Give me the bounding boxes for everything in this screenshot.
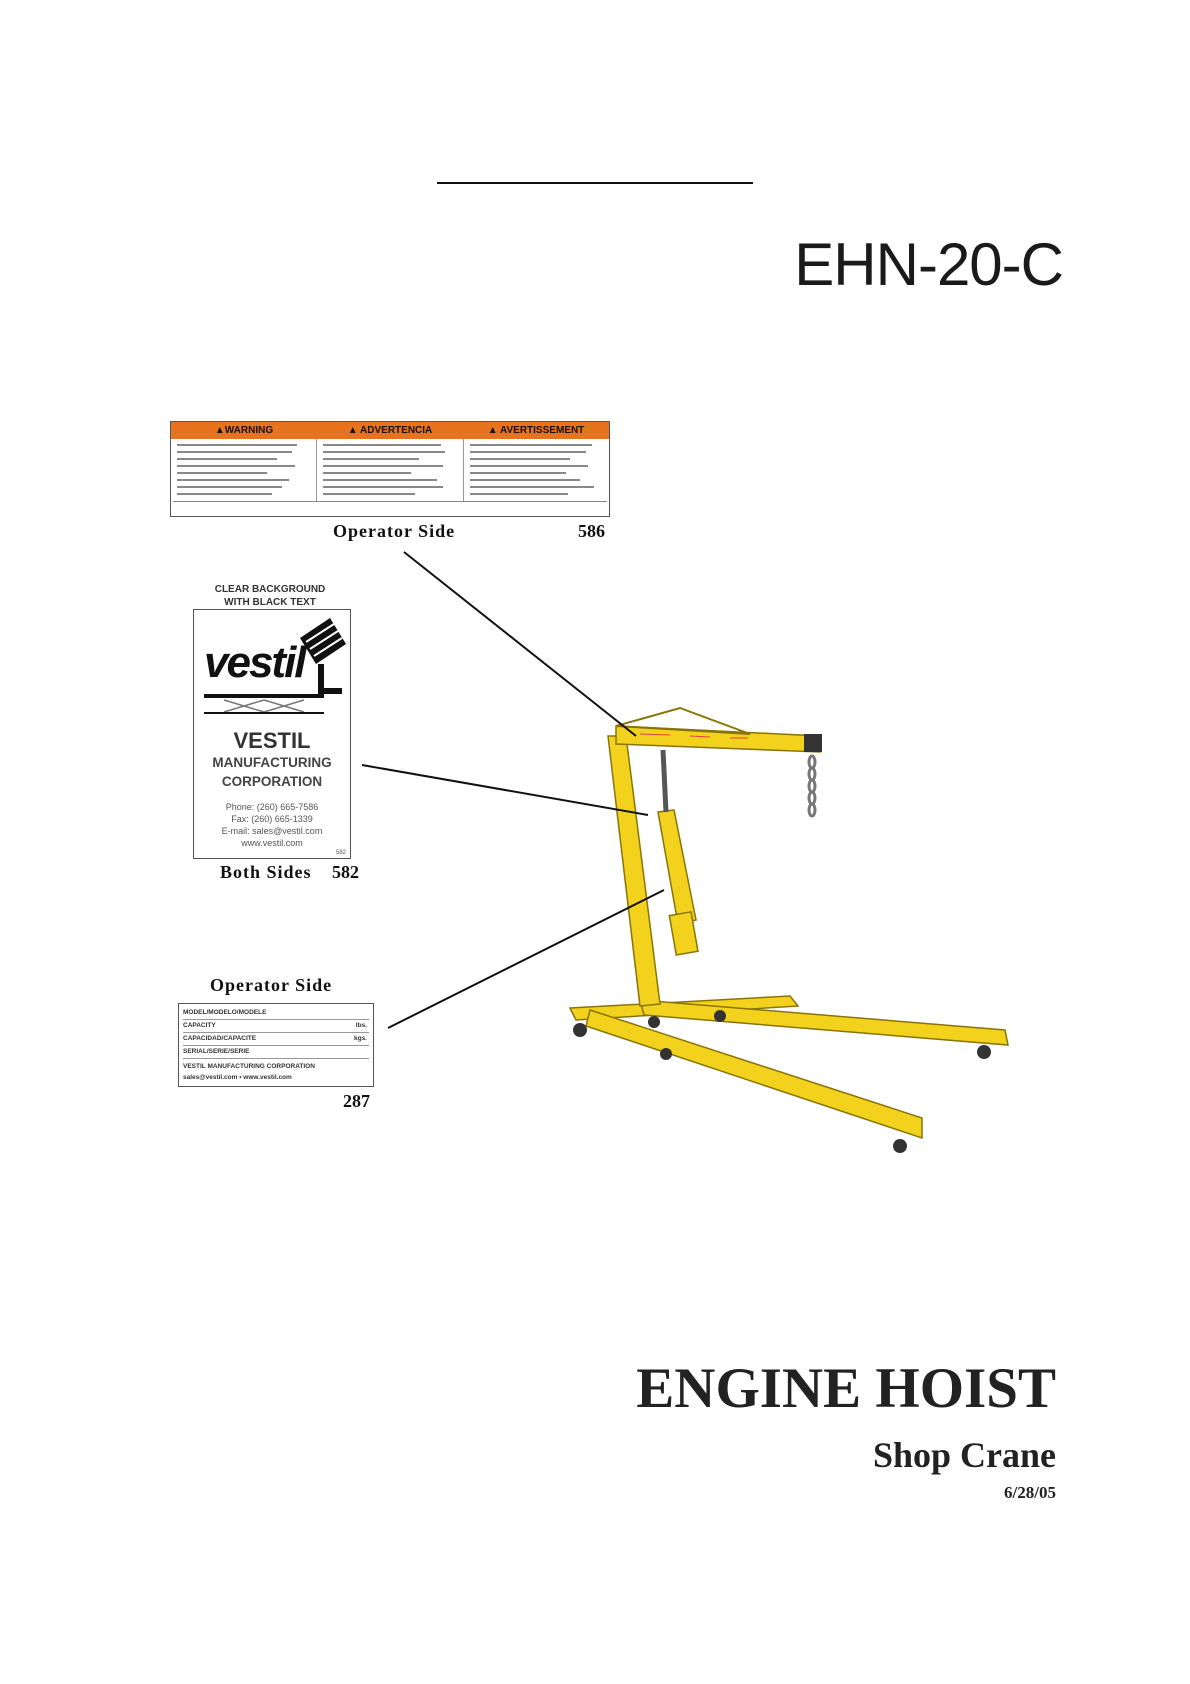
- vestil-corporation: CORPORATION: [221, 774, 323, 789]
- serial-row-label: CAPACIDAD/CAPACITE: [183, 1035, 257, 1042]
- serial-row-label: CAPACITY: [183, 1022, 216, 1029]
- vestil-name: VESTIL: [233, 728, 311, 753]
- warning-label-image: [170, 421, 610, 517]
- caption-586-side: Operator Side: [333, 521, 456, 541]
- serial-row-capacity: [183, 1020, 369, 1033]
- logo-underline-icon: [204, 694, 324, 714]
- serial-row-capacidad: [183, 1033, 369, 1046]
- model-number: EHN-20-C: [794, 231, 1063, 298]
- warning-header: ▲WARNING: [214, 425, 274, 436]
- advertencia-header: ▲ ADVERTENCIA: [347, 425, 433, 436]
- avertissement-text-column: [464, 439, 609, 501]
- vestil-phone: Phone: (260) 665-7586: [225, 802, 319, 812]
- note-line-2: WITH BLACK TEXT: [224, 597, 316, 608]
- vestil-plate-number: 582: [335, 850, 346, 856]
- serial-row-unit: kgs.: [353, 1035, 367, 1042]
- document-title: ENGINE HOIST: [636, 1357, 1056, 1420]
- avertissement-header: ▲ AVERTISSEMENT: [487, 425, 585, 436]
- caption-582-number: 582: [332, 862, 359, 882]
- document-subtitle: Shop Crane: [872, 1435, 1056, 1475]
- caption-586-number: 586: [578, 521, 605, 541]
- vestil-logo-text: vestil: [204, 638, 305, 687]
- vestil-manufacturing: MANUFACTURING: [212, 755, 332, 770]
- caption-287-number: 287: [343, 1091, 370, 1111]
- serial-row-unit: lbs.: [355, 1022, 367, 1029]
- vestil-email: E-mail: sales@vestil.com: [221, 826, 323, 836]
- clear-background-note: [190, 583, 350, 609]
- engine-hoist-image: [560, 700, 1020, 1180]
- top-rule: [437, 182, 753, 184]
- serial-row-model: [183, 1007, 369, 1020]
- caption-287-side: Operator Side: [210, 975, 333, 995]
- caption-582-side: Both Sides: [220, 862, 312, 882]
- vestil-web: www.vestil.com: [241, 838, 303, 848]
- vestil-label-image: [193, 609, 351, 859]
- vestil-fax: Fax: (260) 665-1339: [231, 814, 313, 824]
- serial-row-serial: [183, 1046, 369, 1059]
- document-date: 6/28/05: [1004, 1483, 1056, 1502]
- warning-label-footer: [173, 501, 607, 512]
- serial-footer-2: sales@vestil.com • www.vestil.com: [183, 1074, 292, 1081]
- note-line-1: CLEAR BACKGROUND: [214, 584, 326, 595]
- serial-footer-1: VESTIL MANUFACTURING CORPORATION: [183, 1063, 315, 1070]
- warning-text-column: [171, 439, 317, 501]
- serial-row-label: SERIAL/SERIE/SERIE: [183, 1048, 250, 1055]
- serial-row-label: MODEL/MODELO/MODELE: [183, 1009, 267, 1016]
- advertencia-text-column: [317, 439, 463, 501]
- serial-label-image: [178, 1003, 374, 1087]
